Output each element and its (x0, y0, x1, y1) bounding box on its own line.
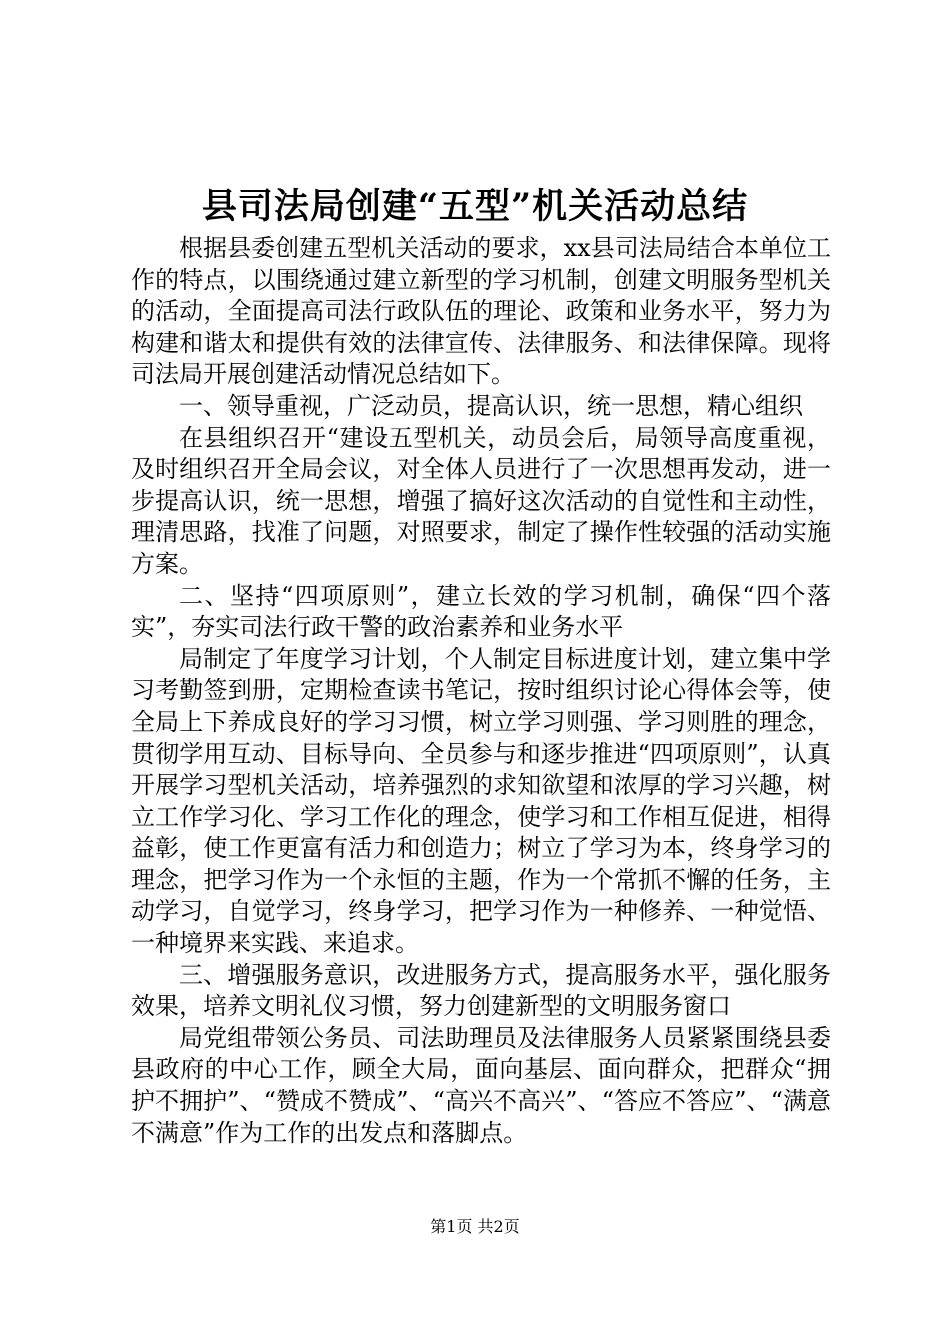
section-heading-1: 一、领导重视，广泛动员，提高认识，统一思想，精心组织 (179, 391, 803, 420)
page-number-footer: 第1页 共2页 (430, 1217, 520, 1236)
section-heading-3: 三、增强服务意识，改进服务方式，提高服务水平，强化服务效果，培养文明礼仪习惯，努力创建新型的文明服务窗口 (131, 960, 831, 1021)
paragraph-section-1: 在县组织召开“建设五型机关，动员会后，局领导高度重视，及时组织召开全局会议，对全体人员进行了一次思想再发动，进一步提高认识，统一思想，增强了搞好这次活动的自觉性和主动性，理清思路，找准了问题，对照要求，制定了操作性较强的活动实施方案。 (131, 423, 831, 578)
paragraph-section-3: 局党组带领公务员、司法助理员及法律服务人员紧紧围绕县委县政府的中心工作，顾全大局，面向基层、面向群众，把群众“拥护不拥护”、“赞成不赞成”、“高兴不高兴”、“答应不答应”、“满意不满意”作为工作的出发点和落脚点。 (131, 1023, 831, 1147)
section-heading-2: 二、坚持“四项原则”，建立长效的学习机制，确保“四个落实”，夯实司法行政干警的政治素养和业务水平 (131, 581, 831, 642)
paragraph-section-2: 局制定了年度学习计划，个人制定目标进度计划，建立集中学习考勤签到册，定期检查读书笔记，按时组织讨论心得体会等，使全局上下养成良好的学习习惯，树立学习则强、学习则胜的理念，贯彻学用互动、目标导向、全员参与和逐步推进“四项原则”，认真开展学习型机关活动，培养强烈的求知欲望和浓厚的学习兴趣，树立工作学习化、学习工作化的理念，使学习和工作相互促进，相得益彰，使工作更富有活力和创造力；树立了学习为本，终身学习的理念，把学习作为一个永恒的主题，作为一个常抓不懈的任务，主动学习，自觉学习，终身学习，把学习作为一种修养、一种觉悟、一种境界来实践、来追求。 (131, 644, 831, 958)
document-title: 县司法局创建“五型”机关活动总结 (201, 186, 749, 227)
paragraph-intro: 根据县委创建五型机关活动的要求，xx县司法局结合本单位工作的特点，以围绕通过建立新型的学习机制，创建文明服务型机关的活动，全面提高司法行政队伍的理论、政策和业务水平，努力为构建和谐太和提供有效的法律宣传、法律服务、和法律保障。现将司法局开展创建活动情况总结如下。 (131, 234, 831, 389)
document-body (131, 233, 831, 1149)
